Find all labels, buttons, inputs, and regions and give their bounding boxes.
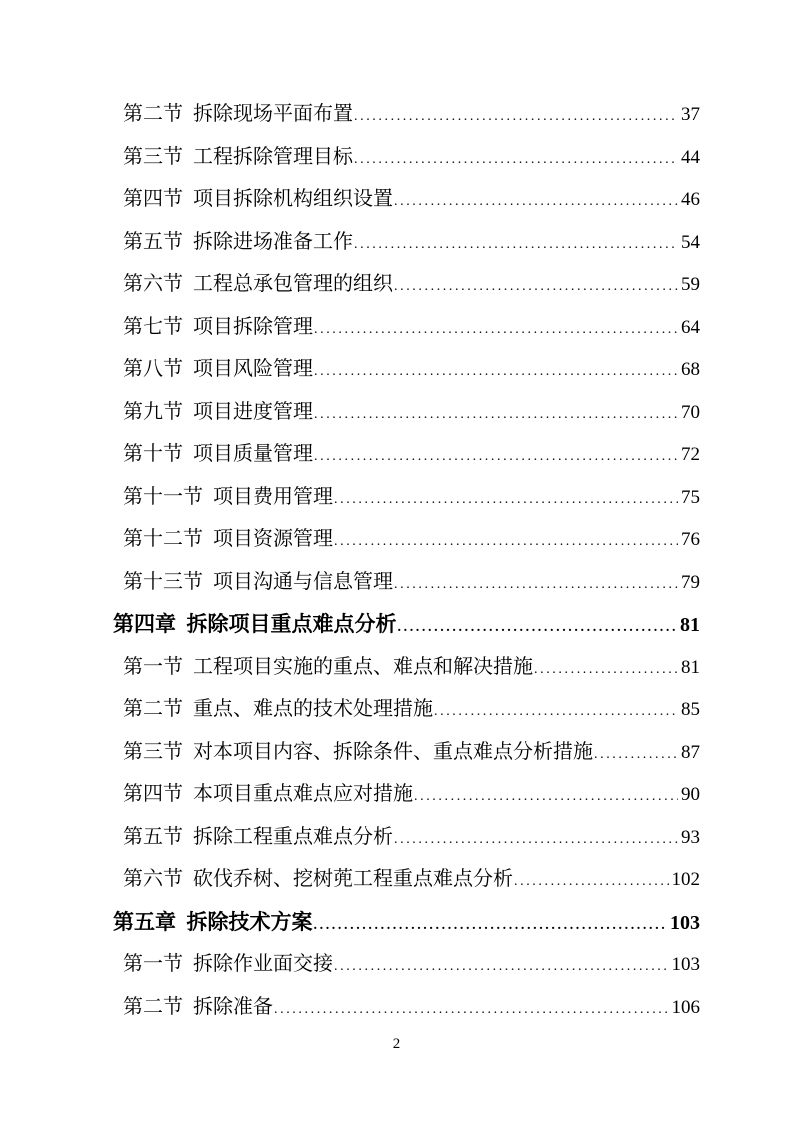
toc-entry-label: 第五节 拆除工程重点难点分析 bbox=[123, 825, 393, 848]
toc-entry[interactable] bbox=[113, 688, 700, 731]
toc-entry-label: 第五节 拆除进场准备工作 bbox=[123, 230, 353, 253]
toc-dot-leader bbox=[354, 235, 678, 253]
toc-entry[interactable] bbox=[113, 561, 700, 604]
toc-entry-page: 46 bbox=[681, 189, 700, 210]
toc-entry[interactable] bbox=[113, 603, 700, 646]
toc-entry-label: 第六节 工程总承包管理的组织 bbox=[123, 273, 393, 295]
toc-entry[interactable] bbox=[113, 263, 700, 306]
toc-entry[interactable] bbox=[113, 476, 700, 519]
toc-entry-page: 106 bbox=[671, 996, 700, 1018]
toc-entry[interactable] bbox=[113, 858, 700, 901]
toc-entry[interactable] bbox=[113, 348, 700, 391]
toc-dot-leader bbox=[314, 405, 678, 423]
toc-entry-page: 64 bbox=[681, 316, 700, 338]
toc-dot-leader bbox=[334, 532, 678, 550]
toc-entry-page: 81 bbox=[680, 614, 700, 636]
toc-entry-page: 75 bbox=[681, 486, 700, 508]
toc-entry[interactable] bbox=[113, 816, 700, 859]
toc-dot-leader bbox=[334, 957, 669, 975]
toc-entry-page: 54 bbox=[681, 231, 700, 253]
toc-entry[interactable] bbox=[113, 731, 700, 774]
toc-entry[interactable] bbox=[113, 986, 700, 1029]
toc-entry-page: 59 bbox=[681, 274, 700, 295]
toc-entry-label: 第二节 拆除现场平面布置 bbox=[123, 103, 353, 125]
toc-dot-leader bbox=[534, 660, 678, 678]
toc-entry-label: 第四节 本项目重点难点应对措施 bbox=[123, 783, 413, 805]
toc-entry[interactable] bbox=[113, 136, 700, 179]
toc-entry-label: 第一节 工程项目实施的重点、难点和解决措施 bbox=[123, 655, 533, 678]
toc-entry-label: 第四章 拆除项目重点难点分析 bbox=[113, 612, 397, 636]
toc-entry-page: 37 bbox=[681, 104, 700, 125]
toc-entry[interactable] bbox=[113, 93, 700, 136]
toc-dot-leader bbox=[354, 150, 678, 168]
toc-entry[interactable] bbox=[113, 221, 700, 264]
toc-entry-page: 81 bbox=[681, 656, 700, 678]
toc-entry-page: 44 bbox=[681, 146, 700, 168]
toc-dot-leader bbox=[394, 192, 678, 210]
toc-dot-leader bbox=[394, 830, 678, 848]
toc-entry-label: 第十三节 项目沟通与信息管理 bbox=[123, 570, 393, 593]
toc-entry-page: 90 bbox=[681, 784, 700, 805]
toc-entry-page: 102 bbox=[671, 869, 700, 890]
toc-entry-label: 第十一节 项目费用管理 bbox=[123, 485, 333, 508]
toc-entry-page: 85 bbox=[681, 699, 700, 720]
toc-entry-label: 第五章 拆除技术方案 bbox=[113, 909, 313, 934]
toc-dot-leader bbox=[414, 787, 678, 805]
toc-entry[interactable] bbox=[113, 773, 700, 816]
toc-dot-leader bbox=[434, 702, 678, 720]
toc-entry-label: 第九节 项目进度管理 bbox=[123, 400, 313, 423]
toc-dot-leader bbox=[394, 277, 678, 295]
toc-list bbox=[113, 93, 700, 1028]
toc-entry-page: 87 bbox=[681, 741, 700, 763]
toc-entry-label: 第八节 项目风险管理 bbox=[123, 358, 313, 380]
toc-entry[interactable] bbox=[113, 306, 700, 349]
toc-entry-label: 第十二节 项目资源管理 bbox=[123, 528, 333, 550]
toc-entry-page: 103 bbox=[670, 911, 700, 934]
toc-dot-leader bbox=[314, 447, 678, 465]
toc-dot-leader bbox=[394, 575, 678, 593]
toc-dot-leader bbox=[354, 107, 678, 125]
page-number: 2 bbox=[392, 1036, 401, 1052]
toc-dot-leader bbox=[314, 362, 678, 380]
toc-entry-label: 第二节 拆除准备 bbox=[123, 995, 273, 1018]
toc-entry-page: 70 bbox=[681, 401, 700, 423]
toc-dot-leader bbox=[594, 745, 678, 763]
toc-entry[interactable] bbox=[113, 943, 700, 986]
toc-dot-leader bbox=[274, 1000, 669, 1018]
toc-entry[interactable] bbox=[113, 178, 700, 221]
toc-entry-label: 第七节 项目拆除管理 bbox=[123, 315, 313, 338]
toc-entry-page: 76 bbox=[681, 529, 700, 550]
toc-entry-page: 72 bbox=[681, 444, 700, 465]
toc-entry-page: 93 bbox=[681, 826, 700, 848]
toc-entry-label: 第四节 项目拆除机构组织设置 bbox=[123, 188, 393, 210]
page-footer bbox=[0, 1036, 793, 1053]
toc-entry[interactable] bbox=[113, 433, 700, 476]
toc-entry-label: 第二节 重点、难点的技术处理措施 bbox=[123, 698, 433, 720]
toc-dot-leader bbox=[314, 320, 678, 338]
toc-entry-page: 79 bbox=[681, 571, 700, 593]
toc-entry[interactable] bbox=[113, 518, 700, 561]
toc-entry-label: 第三节 工程拆除管理目标 bbox=[123, 145, 353, 168]
toc-entry-label: 第三节 对本项目内容、拆除条件、重点难点分析措施 bbox=[123, 740, 593, 763]
toc-entry[interactable] bbox=[113, 646, 700, 689]
toc-entry-page: 103 bbox=[671, 954, 700, 975]
toc-dot-leader bbox=[514, 872, 669, 890]
toc-entry-label: 第十节 项目质量管理 bbox=[123, 443, 313, 465]
toc-entry[interactable] bbox=[113, 391, 700, 434]
toc-dot-leader bbox=[334, 490, 678, 508]
toc-dot-leader bbox=[398, 618, 678, 636]
toc-entry-label: 第六节 砍伐乔树、挖树蔸工程重点难点分析 bbox=[123, 868, 513, 890]
toc-entry-label: 第一节 拆除作业面交接 bbox=[123, 953, 333, 975]
toc-entry-page: 68 bbox=[681, 359, 700, 380]
toc-dot-leader bbox=[314, 916, 668, 934]
toc-entry[interactable] bbox=[113, 901, 700, 944]
